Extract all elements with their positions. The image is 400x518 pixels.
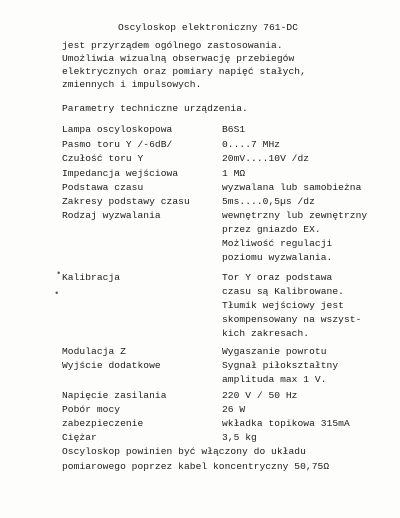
param-value-trigger-2: przez gniazdo EX. <box>222 224 321 235</box>
param-value-trigger-4: poziomu wyzwalania. <box>222 252 333 263</box>
param-value-trigger-1: wewnętrzny lub zewnętrzny <box>222 210 368 221</box>
param-value-impedance: 1 MΩ <box>222 168 246 179</box>
param-value-calibration-2: czasu są Kalibrowane. <box>222 286 344 297</box>
section-heading: Parametry techniczne urządzenia. <box>62 103 248 114</box>
param-label-timebase: Podstawa czasu <box>62 182 144 193</box>
param-label-timebase-ranges: Zakresy podstawy czasu <box>62 196 190 207</box>
param-label-power: Pobór mocy <box>62 404 121 415</box>
param-label-supply-voltage: Napięcie zasilania <box>62 390 167 401</box>
footer-line-2: pomiarowego poprzez kabel koncentryczny 50,75Ω <box>62 461 330 472</box>
intro-line-1: jest przyrządem ogólnego zastosowania. <box>62 40 283 51</box>
param-value-aux-output-2: amplituda max 1 V. <box>222 374 327 385</box>
scan-mark: • <box>56 269 62 279</box>
footer-line-1: Oscyloskop powinien być włączony do układu <box>62 446 306 457</box>
param-value-tube: B6S1 <box>222 124 246 135</box>
param-label-calibration: Kalibracja <box>62 272 121 283</box>
param-label-z-modulation: Modulacja Z <box>62 346 126 357</box>
intro-line-2: Umożliwia wizualną obserwację przebiegów <box>62 53 295 64</box>
param-label-aux-output: Wyjście dodatkowe <box>62 360 161 371</box>
param-value-calibration-5: kich zakresach. <box>222 328 310 339</box>
param-value-trigger-3: Możliwość regulacji <box>222 238 333 249</box>
param-value-calibration-1: Tor Y oraz podstawa <box>222 272 333 283</box>
scan-mark: • <box>54 289 60 299</box>
intro-line-3: elektrycznych oraz pomiary napięć stałych, <box>62 66 306 77</box>
param-label-trigger: Rodzaj wyzwalania <box>62 210 161 221</box>
document-title: Oscyloskop elektroniczny 761-DC <box>118 22 299 33</box>
param-label-fuse: zabezpieczenie <box>62 418 144 429</box>
param-value-supply-voltage: 220 V / 50 Hz <box>222 390 298 401</box>
param-value-calibration-4: skompensowany na wszyst- <box>222 314 362 325</box>
param-value-sensitivity: 20mV....10V /dz <box>222 153 310 164</box>
param-value-aux-output-1: Sygnał piłokształtny <box>222 360 339 371</box>
param-value-timebase: wyzwalana lub samobieżna <box>222 182 362 193</box>
param-value-weight: 3,5 kg <box>222 432 257 443</box>
param-label-tube: Lampa oscyloskopowa <box>62 124 173 135</box>
intro-line-4: zmiennych i impulsowych. <box>62 79 202 90</box>
param-value-power: 26 W <box>222 404 246 415</box>
param-label-sensitivity: Czułość toru Y <box>62 153 144 164</box>
param-value-timebase-ranges: 5ms....0,5µs /dz <box>222 196 315 207</box>
param-value-bandwidth: 0....7 MHz <box>222 139 281 150</box>
param-value-fuse: wkładka topikowa 315mA <box>222 418 350 429</box>
param-label-bandwidth: Pasmo toru Y /-6dB/ <box>62 139 173 150</box>
param-label-impedance: Impedancja wejściowa <box>62 168 179 179</box>
param-value-z-modulation: Wygaszanie powrotu <box>222 346 327 357</box>
param-value-calibration-3: Tłumik wejściowy jest <box>222 300 344 311</box>
param-label-weight: Ciężar <box>62 432 97 443</box>
